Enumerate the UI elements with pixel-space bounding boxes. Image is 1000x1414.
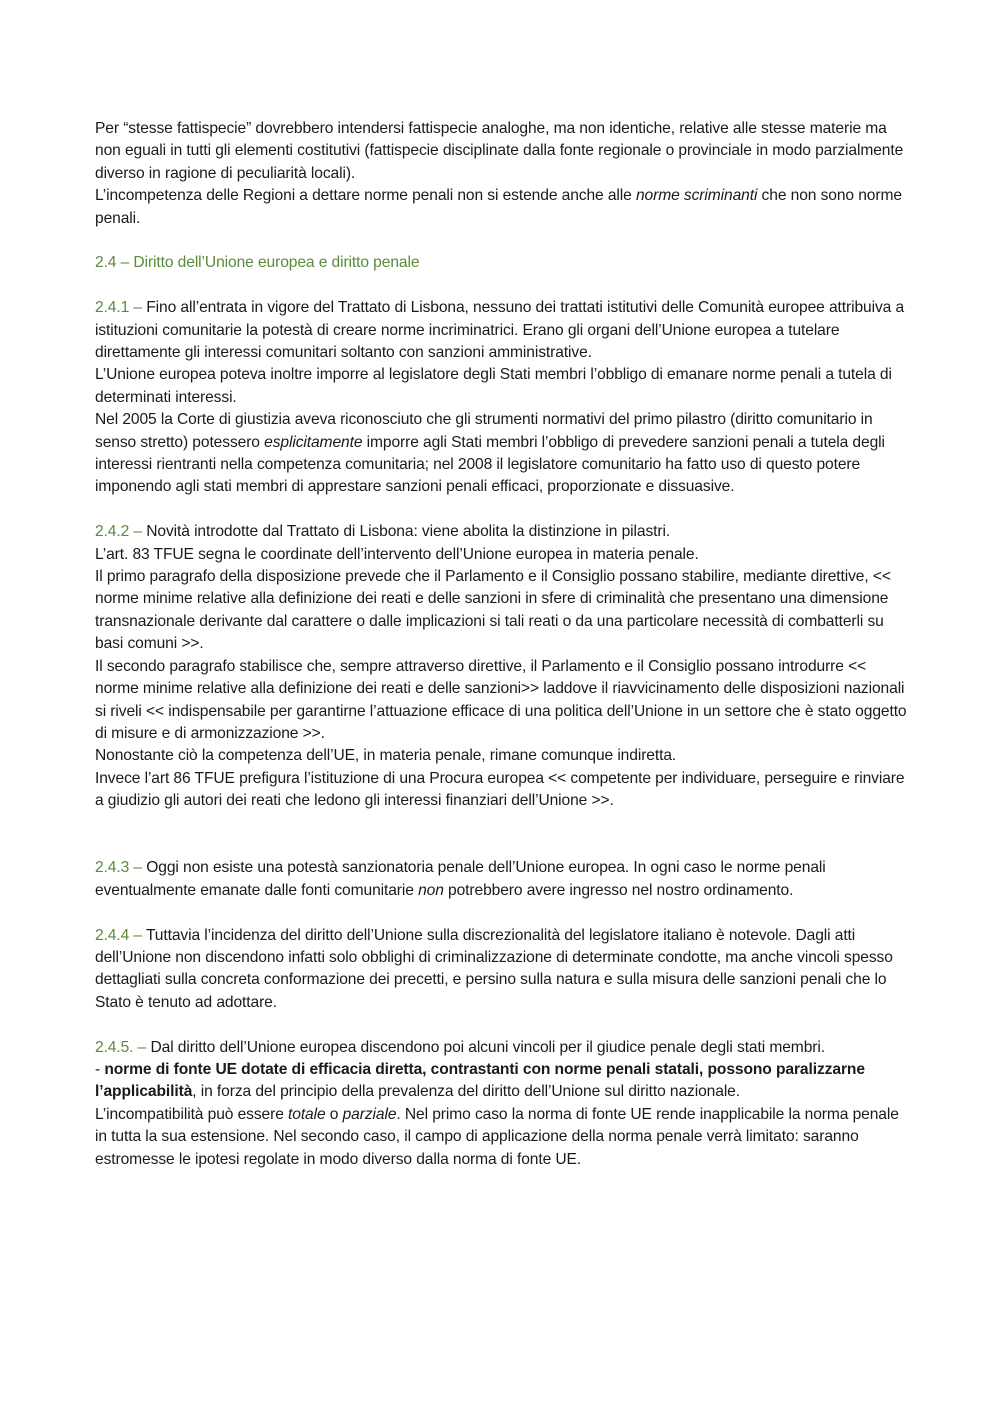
paragraph-2-4-5-c <box>95 1104 910 1171</box>
italic-run: totale <box>288 1105 326 1123</box>
italic-run: norme scriminanti <box>635 187 758 205</box>
paragraph-stesse-fattispecie: Per “stesse fattispecie” dovrebbero intendersi fattispecie analoghe, ma non identiche, relative alle stesse materie ma non eguali in tutti gli elementi costitutivi (fattispecie disciplinate dalla fonte regionale o provinciale in modo parzialmente diverso in ragione di peculiarità locali). <box>95 120 904 182</box>
paragraph-2-4-5 <box>95 1037 910 1059</box>
section-number: 2.4.5. – <box>95 1038 147 1056</box>
paragraph-2-4-3 <box>95 857 910 902</box>
text-run: , in forza del principio della prevalenza del diritto dell’Unione sul diritto nazionale. <box>192 1083 740 1101</box>
paragraph-2-4-5-b <box>95 1059 910 1104</box>
paragraph-2-4-1-c <box>95 409 910 499</box>
text-run: Dal diritto dell’Unione europea discendono poi alcuni vincoli per il giudice penale degli stati membri. <box>146 1038 825 1056</box>
text-run: Nel 2005 la Corte di giustizia aveva riconosciuto che gli strumenti normativi del primo pilastro (diritto comunitario in senso stretto) potessero <box>95 411 873 451</box>
text-run: o <box>325 1105 343 1123</box>
text-run: che non sono norme penali. <box>95 187 902 227</box>
italic-run: non <box>418 881 444 899</box>
text-run: Novità introdotte dal Trattato di Lisbona: viene abolita la distinzione in pilastri. <box>142 523 671 541</box>
italic-run: parziale <box>342 1105 397 1123</box>
paragraph-2-4-2-c: Il primo paragrafo della disposizione prevede che il Parlamento e il Consiglio possano stabilire, mediante direttive, << norme minime relative alla definizione dei reati e delle sanzioni in sfere di criminalità che presentano una dimensione transnazionale derivante dal carattere o dalle implicazioni si tali reati o da una particolare necessità di combatterli su basi comuni >>. <box>95 568 891 653</box>
paragraph-2-4-2-f: Invece l’art 86 TFUE prefigura l’istituzione di una Procura europea << competente per individuare, perseguire e rinviare a giudizio gli autori dei reati che ledono gli interessi finanziari dell’Unione >>. <box>95 769 905 810</box>
section-number: 2.4.1 – <box>95 299 142 317</box>
document-body <box>95 118 910 1171</box>
bold-run: norme di fonte UE dotate di efficacia diretta, contrastanti con norme penali statali, possono paralizzarne l’applicabilità <box>95 1060 865 1101</box>
text-run: imporre agli Stati membri l’obbligo di prevedere sanzioni penali a tutela degli interessi rientranti nella competenza comunitaria; nel 2008 il legislatore comunitario ha fatto uso di questo potere imponendo agli stati membri di apprestare sanzioni penali efficaci, proporzionate e dissuasive. <box>95 433 885 496</box>
section-number: 2.4.2 – <box>95 523 142 541</box>
paragraph-2-4-2 <box>95 521 910 543</box>
text-run: Oggi non esiste una potestà sanzionatoria penale dell’Unione europea. In ogni caso le norme penali eventualmente emanate dalle fonti comunitarie <box>95 859 826 899</box>
text-run: Tuttavia l’incidenza del diritto dell’Unione sulla discrezionalità del legislatore italiano è notevole. Dagli atti dell’Unione non discendono infatti solo obblighi di criminalizzazione di determinate condotte, ma anche vincoli spesso dettagliati sulla concreta conformazione dei precetti, e persino sulla natura e sulla misura delle sanzioni penali che lo Stato è tenuto ad adottare. <box>95 926 893 1011</box>
text-run: L’incompetenza delle Regioni a dettare norme penali non si estende anche alle <box>95 187 636 205</box>
section-number: 2.4.3 – <box>95 859 142 877</box>
text-run: L’incompatibilità può essere <box>95 1105 289 1123</box>
paragraph-2-4-4 <box>95 925 910 1015</box>
paragraph-incompetenza-regioni <box>95 185 910 230</box>
paragraph-2-4-1-b: L’Unione europea poteva inoltre imporre al legislatore degli Stati membri l’obbligo di emanare norme penali a tutela di determinati interessi. <box>95 366 892 406</box>
text-run: . Nel primo caso la norma di fonte UE rende inapplicabile la norma penale in tutta la sua estensione. Nel secondo caso, il campo di applicazione della norma penale verrà limitato: saranno estromesse le ipotesi regolate in modo diverso dalla norma di fonte UE. <box>95 1105 899 1168</box>
text-run: potrebbero avere ingresso nel nostro ordinamento. <box>443 881 794 899</box>
paragraph-2-4-2-e: Nonostante ciò la competenza dell’UE, in materia penale, rimane comunque indiretta. <box>95 747 677 765</box>
italic-run: esplicitamente <box>264 433 363 451</box>
paragraph-2-4-1 <box>95 297 910 364</box>
paragraph-2-4-2-b: L’art. 83 TFUE segna le coordinate dell’intervento dell’Unione europea in materia penale. <box>95 545 699 563</box>
paragraph-2-4-2-d: Il secondo paragrafo stabilisce che, sempre attraverso direttive, il Parlamento e il Consiglio possano introdurre << norme minime relative alla definizione dei reati e delle sanzioni>> laddove il riavvicinamento delle disposizioni nazionali si riveli << indispensabile per garantirne l’attuazione efficace di una politica dell’Unione in un settore che è stato oggetto di misure e di armonizzazione >>. <box>95 657 907 742</box>
text-run: - <box>95 1060 105 1078</box>
text-run: Fino all’entrata in vigore del Trattato di Lisbona, nessuno dei trattati istitutivi delle Comunità europee attribuiva a istituzioni comunitarie la potestà di creare norme incriminatrici. Erano gli organi dell’Unione europea a tutelare direttamente gli interessi comunitari soltanto con sanzioni amministrative. <box>95 299 905 362</box>
section-number: 2.4.4 – <box>95 926 142 944</box>
section-heading-2-4: 2.4 – Diritto dell’Unione europea e diritto penale <box>95 254 420 272</box>
